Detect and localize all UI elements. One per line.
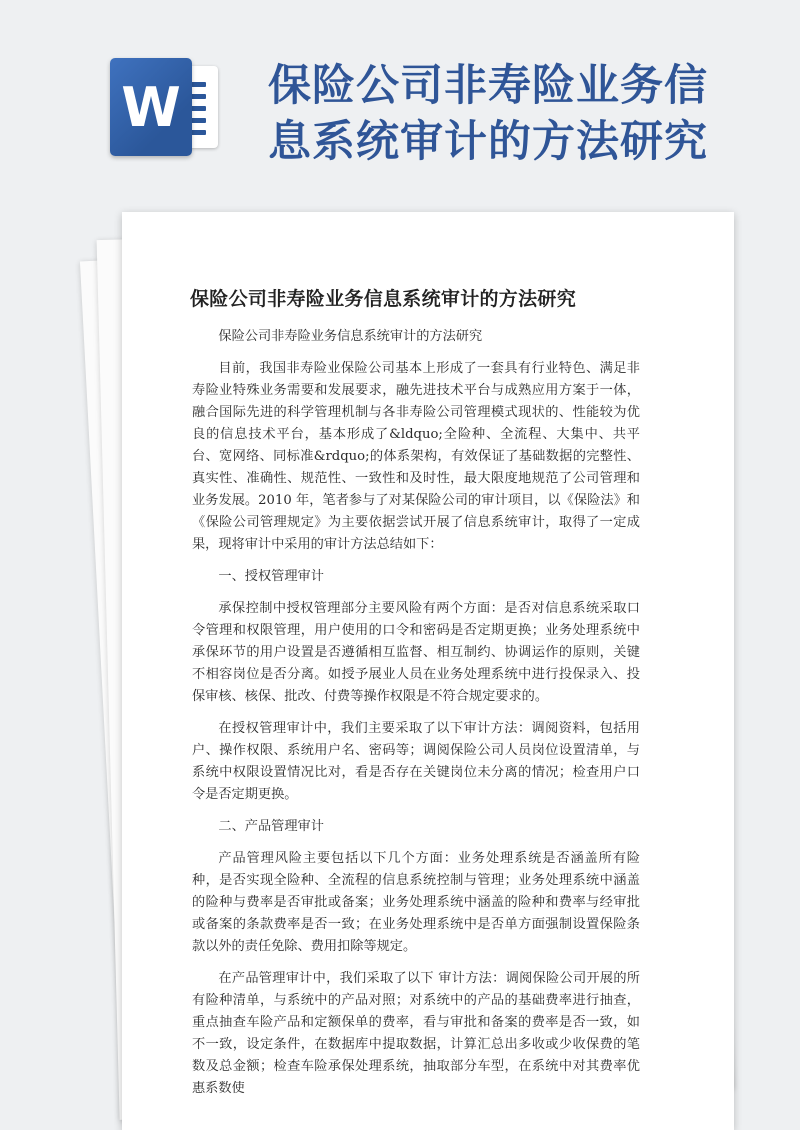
heading-line-1: 保险公司非寿险业务信: [268, 61, 708, 111]
document-title: 保险公司非寿险业务信息系统审计的方法研究: [190, 288, 577, 310]
paragraph: 产品管理风险主要包括以下几个方面：业务处理系统是否涵盖所有险种，是否实现全险种、全流程的信息系统控制与管理；业务处理系统中涵盖的险种与费率是否审批或备案；业务处理系统中涵盖的险种和费率与经审批或备案的条款费率是否一致；在业务处理系统中是否单方面强制设置保险条款以外的责任免除、费用扣除等规定。: [192, 851, 640, 954]
paragraph: 在产品管理审计中，我们采取了以下 审计方法：调阅保险公司开展的所有险种清单，与系统中的产品对照；对系统中的产品的基础费率进行抽查，重点抽查车险产品和定额保单的费率，看与审批和备案的费率是否一致，如不一致，设定条件，在数据库中提取数据，计算汇总出多收或少收保费的笔数及总金额；检查车险承保处理系统，抽取部分车型，在系统中对其费率优惠系数使: [192, 971, 640, 1096]
heading-line-2: 息系统审计的方法研究: [268, 117, 708, 167]
document-page: [122, 212, 734, 1130]
word-icon: W: [110, 58, 192, 156]
section-heading: 二、产品管理审计: [218, 819, 324, 834]
document-body: [192, 326, 640, 1110]
page-heading: [268, 58, 788, 170]
paragraph: 在授权管理审计中，我们主要采取了以下审计方法：调阅资料，包括用户、操作权限、系统用户名、密码等；调阅保险公司人员岗位设置清单，与系统中权限设置情况比对，看是否存在关键岗位未分离的情况；检查用户口令是否定期更换。: [192, 721, 640, 802]
paragraph: 承保控制中授权管理部分主要风险有两个方面：是否对信息系统采取口令管理和权限管理，用户使用的口令和密码是否定期更换；业务处理系统中承保环节的用户设置是否遵循相互监督、相互制约、协调运作的原则，关键不相容岗位是否分离。如授予展业人员在业务处理系统中进行投保录入、投保审核、核保、批改、付费等操作权限是不符合规定要求的。: [192, 601, 640, 704]
paragraph: 保险公司非寿险业务信息系统审计的方法研究: [218, 329, 483, 344]
paragraph: 目前，我国非寿险业保险公司基本上形成了一套具有行业特色、满足非寿险业特殊业务需要和发展要求，融先进技术平台与成熟应用方案于一体，融合国际先进的科学管理机制与各非寿险公司管理模式现状的、性能较为优良的信息技术平台，基本形成了&ldquo;全险种、全流程、大集中、共平台、宽网络、同标准&rdquo;的体系架构，有效保证了基础数据的完整性、真实性、准确性、规范性、一致性和及时性，最大限度地规范了公司管理和业务发展。2010 年，笔者参与了对某保险公司的审计项目，以《保险法》和《保险公司管理规定》为主要依据尝试开展了信息系统审计，取得了一定成果，现将审计中采用的审计方法总结如下：: [192, 361, 640, 552]
section-heading: 一、授权管理审计: [218, 569, 324, 584]
word-logo: [110, 58, 218, 156]
